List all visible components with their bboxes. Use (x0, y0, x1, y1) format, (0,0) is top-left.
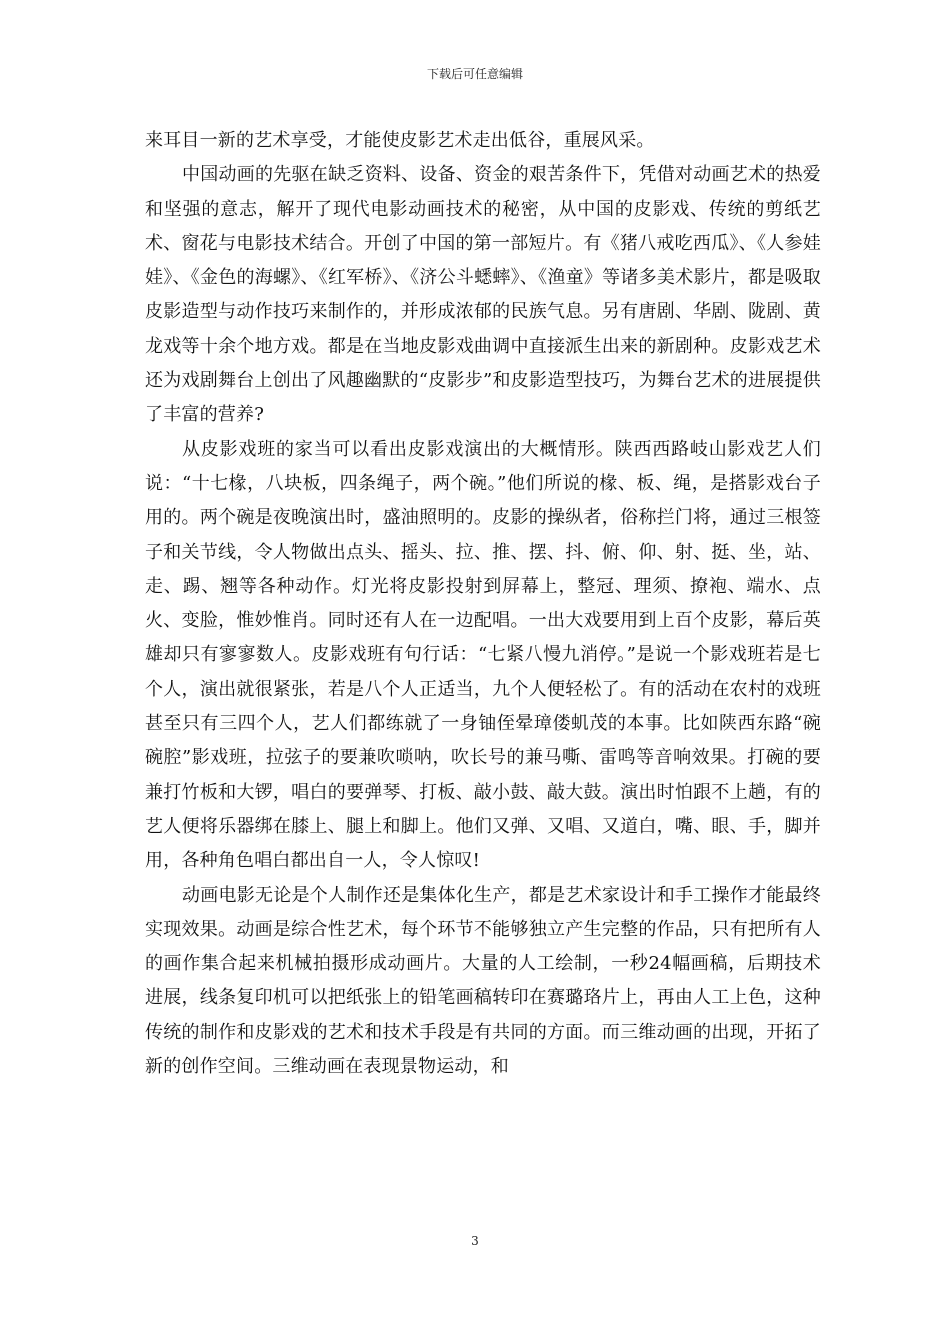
page-header: 下载后可任意编辑 (426, 67, 523, 81)
paragraph-2: 中国动画的先驱在缺乏资料、设备、资金的艰苦条件下，凭借对动画艺术的热爱和坚强的意志，解开了现代电影动画技术的秘密，从中国的皮影戏、传统的剪纸艺术、窗花与电影技术结合。开创了中国的第一部短片。有《猪八戒吃西瓜》、《人参娃娃》、《金色的海螺》、《红军桥》、《济公斗蟋蟀》、《渔童》等诸多美术影片，都是吸取皮影造型与动作技巧来制作的，并形成浓郁的民族气息。另有唐剧、华剧、陇剧、黄龙戏等十余个地方戏。都是在当地皮影戏曲调中直接派生出来的新剧种。皮影戏艺术还为戏剧舞台上创出了风趣幽默的“皮影步”和皮影造型技巧，为舞台艺术的进展提供了丰富的营养? (145, 164, 821, 426)
paragraph-4: 动画电影无论是个人制作还是集体化生产，都是艺术家设计和手工操作才能最终实现效果。动画是综合性艺术，每个环节不能够独立产生完整的作品，只有把所有人的画作集合起来机械拍摄形成动画片。大量的人工绘制，一秒24幅画稿，后期技术进展，线条复印机可以把纸张上的铅笔画稿转印在赛璐珞片上，再由人工上色，这种传统的制作和皮影戏的艺术和技术手段是有共同的方面。而三维动画的出现，开拓了新的创作空间。三维动画在表现景物运动，和 (145, 884, 821, 1078)
paragraph-3: 从皮影戏班的家当可以看出皮影戏演出的大概情形。陕西西路岐山影戏艺人们说：“十七椽，八块板，四条绳子，两个碗。”他们所说的椽、板、绳，是搭影戏台子用的。两个碗是夜晚演出时，盛油照明的。皮影的操纵者，俗称拦门将，通过三根签子和关节线，令人物做出点头、摇头、拉、推、摆、抖、俯、仰、射、挺、坐，站、走、踢、翘等各种动作。灯光将皮影投射到屏幕上，整冠、理须、撩袍、端水、点火、变脸，惟妙惟肖。同时还有人在一边配唱。一出大戏要用到上百个皮影，幕后英雄却只有寥寥数人。皮影戏班有句行话：“七紧八慢九消停。”是说一个影戏班若是七个人，演出就很紧张，若是八个人正适当，九个人便轻松了。有的活动在农村的戏班甚至只有三四个人，艺人们都练就了一身铀侄晕璋偻虮茂的本事。比如陕西东路“碗碗腔”影戏班，拉弦子的要兼吹唢呐，吹长号的兼马嘶、雷鸣等音响效果。打碗的要兼打竹板和大锣，唱白的要弹琴、打板、敲小鼓、敲大鼓。演出时怕跟不上趟，有的艺人便将乐器绑在膝上、腿上和脚上。他们又弹、又唱、又道白，嘴、眼、手，脚并用，各种角色唱白都出自一人，令人惊叹! (145, 438, 821, 872)
document-body (145, 124, 821, 1084)
paragraph-1: 来耳目一新的艺术享受，才能使皮影艺术走出低谷，重展风采。 (145, 130, 655, 151)
page-number: 3 (471, 1234, 479, 1248)
